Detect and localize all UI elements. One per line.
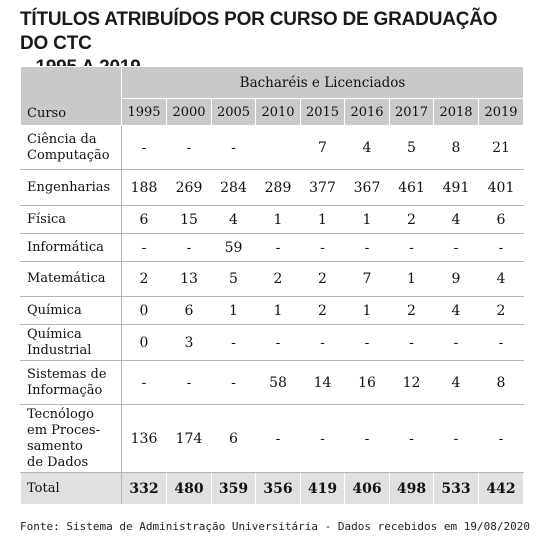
table-cell: 6 xyxy=(122,206,167,234)
table-cell: 284 xyxy=(212,170,256,206)
table-cell: - xyxy=(434,234,479,262)
table-cell: - xyxy=(212,361,256,405)
table-cell: 6 xyxy=(479,206,524,234)
course-name xyxy=(21,361,122,405)
total-row xyxy=(21,473,524,505)
table-cell: 1 xyxy=(256,206,301,234)
table-cell: - xyxy=(122,361,167,405)
table-cell: 1 xyxy=(345,206,390,234)
course-name-line: Industrial xyxy=(27,342,92,358)
group-header: Bacharéis e Licenciados xyxy=(122,67,524,99)
table-cell: - xyxy=(301,234,345,262)
course-name xyxy=(21,206,122,234)
year-header-2019: 2019 xyxy=(479,99,524,126)
table-cell: 419 xyxy=(301,473,345,505)
table-cell: 8 xyxy=(434,126,479,170)
table-cell: 5 xyxy=(390,126,434,170)
table-row xyxy=(21,297,524,325)
table-cell: - xyxy=(212,325,256,361)
course-name xyxy=(21,325,122,361)
table-cell: - xyxy=(301,405,345,473)
course-name xyxy=(21,170,122,206)
table-cell: 1 xyxy=(345,297,390,325)
table-cell: 13 xyxy=(167,262,212,297)
course-name-line: Computação xyxy=(27,147,110,163)
course-name-line: Química xyxy=(27,326,82,342)
table-row xyxy=(21,126,524,170)
table-cell: 442 xyxy=(479,473,524,505)
table-cell: - xyxy=(434,405,479,473)
table-cell: 367 xyxy=(345,170,390,206)
table-cell: 58 xyxy=(256,361,301,405)
course-name-line: Informática xyxy=(27,239,104,255)
course-name-line: samento xyxy=(27,438,83,454)
table-cell: 136 xyxy=(122,405,167,473)
table-cell: - xyxy=(479,325,524,361)
course-name-line: de Dados xyxy=(27,454,89,470)
table-cell: 406 xyxy=(345,473,390,505)
table-row xyxy=(21,234,524,262)
table-cell: 359 xyxy=(212,473,256,505)
table-row xyxy=(21,206,524,234)
year-header-1995: 1995 xyxy=(122,99,167,126)
table-cell: 0 xyxy=(122,325,167,361)
table-cell: 59 xyxy=(212,234,256,262)
course-name xyxy=(21,126,122,170)
table-cell: - xyxy=(390,325,434,361)
table-cell: 174 xyxy=(167,405,212,473)
table-cell: 8 xyxy=(479,361,524,405)
table-cell: 498 xyxy=(390,473,434,505)
table-cell: 289 xyxy=(256,170,301,206)
course-name-line: Ciência da xyxy=(27,131,97,147)
table-cell: - xyxy=(167,126,212,170)
course-name-line: Matemática xyxy=(27,271,106,286)
table-cell: 14 xyxy=(301,361,345,405)
table-cell: 1 xyxy=(390,262,434,297)
table-cell: 6 xyxy=(167,297,212,325)
course-column-header: Curso xyxy=(21,67,122,126)
table-cell: - xyxy=(345,234,390,262)
course-name xyxy=(21,297,122,325)
table-cell: 2 xyxy=(122,262,167,297)
year-header-2000: 2000 xyxy=(167,99,212,126)
group-header-row xyxy=(21,67,524,99)
table-cell: 401 xyxy=(479,170,524,206)
table-row xyxy=(21,262,524,297)
table-cell: 269 xyxy=(167,170,212,206)
course-name xyxy=(21,405,122,473)
table-cell: 4 xyxy=(479,262,524,297)
year-header-2010: 2010 xyxy=(256,99,301,126)
table-cell: 15 xyxy=(167,206,212,234)
table-cell: 4 xyxy=(345,126,390,170)
table-cell: 9 xyxy=(434,262,479,297)
table-cell: 7 xyxy=(301,126,345,170)
table-cell: - xyxy=(390,405,434,473)
table-cell: - xyxy=(212,126,256,170)
course-name-line: Química xyxy=(27,302,82,318)
table-cell: 356 xyxy=(256,473,301,505)
table-cell: 7 xyxy=(345,262,390,297)
table-row xyxy=(21,170,524,206)
table-cell: - xyxy=(301,325,345,361)
table-cell: 377 xyxy=(301,170,345,206)
year-header-2005: 2005 xyxy=(212,99,256,126)
table-cell: 332 xyxy=(122,473,167,505)
table-cell: 5 xyxy=(212,262,256,297)
table-cell: - xyxy=(390,234,434,262)
table-row xyxy=(21,325,524,361)
table-cell: 0 xyxy=(122,297,167,325)
table-cell: 21 xyxy=(479,126,524,170)
course-name xyxy=(21,234,122,262)
course-name-line: Sistemas de xyxy=(27,366,107,382)
table-cell: - xyxy=(434,325,479,361)
course-name-line: Total xyxy=(27,480,60,496)
table-cell: - xyxy=(345,405,390,473)
graduation-titles-table xyxy=(20,66,524,505)
table-cell: - xyxy=(122,126,167,170)
table-cell: 2 xyxy=(479,297,524,325)
table-cell: 1 xyxy=(301,206,345,234)
table-cell: 2 xyxy=(256,262,301,297)
table-cell: 2 xyxy=(301,297,345,325)
course-name-line: Física xyxy=(27,211,67,227)
table-row xyxy=(21,361,524,405)
table-cell: 533 xyxy=(434,473,479,505)
course-name-line: Informação xyxy=(27,382,103,398)
table-cell: 6 xyxy=(212,405,256,473)
course-name xyxy=(21,473,122,505)
table-cell: 12 xyxy=(390,361,434,405)
table-cell: 461 xyxy=(390,170,434,206)
table-cell: 2 xyxy=(390,206,434,234)
table-cell: - xyxy=(479,234,524,262)
table-cell: - xyxy=(256,234,301,262)
table-cell: - xyxy=(167,234,212,262)
table-cell: - xyxy=(479,405,524,473)
table-cell: 4 xyxy=(434,361,479,405)
table-cell: 2 xyxy=(390,297,434,325)
table-cell: - xyxy=(256,405,301,473)
table-cell: 1 xyxy=(256,297,301,325)
table-cell: 491 xyxy=(434,170,479,206)
course-name-line: em Proces- xyxy=(27,422,100,438)
table-cell: 480 xyxy=(167,473,212,505)
table-cell: - xyxy=(167,361,212,405)
title-line-1: TÍTULOS ATRIBUÍDOS POR CURSO DE GRADUAÇÃO DO CTC xyxy=(20,9,498,54)
table-cell: - xyxy=(122,234,167,262)
year-header-2016: 2016 xyxy=(345,99,390,126)
course-name-line: Engenharias xyxy=(27,179,111,195)
year-header-2015: 2015 xyxy=(301,99,345,126)
table-cell: - xyxy=(256,325,301,361)
table-cell xyxy=(256,126,301,170)
table-cell: 4 xyxy=(434,206,479,234)
source-note: Fonte: Sistema de Administração Universitária - Dados recebidos em 19/08/2020 xyxy=(20,520,530,533)
table-cell: 4 xyxy=(212,206,256,234)
table-cell: 1 xyxy=(212,297,256,325)
year-header-2018: 2018 xyxy=(434,99,479,126)
table-cell: 3 xyxy=(167,325,212,361)
course-name-line: Tecnólogo xyxy=(27,406,94,422)
table-cell: - xyxy=(345,325,390,361)
year-header-2017: 2017 xyxy=(390,99,434,126)
table-row xyxy=(21,405,524,473)
table-body xyxy=(21,126,524,505)
table-cell: 4 xyxy=(434,297,479,325)
table-cell: 16 xyxy=(345,361,390,405)
course-name xyxy=(21,262,122,297)
table-cell: 2 xyxy=(301,262,345,297)
table-cell: 188 xyxy=(122,170,167,206)
